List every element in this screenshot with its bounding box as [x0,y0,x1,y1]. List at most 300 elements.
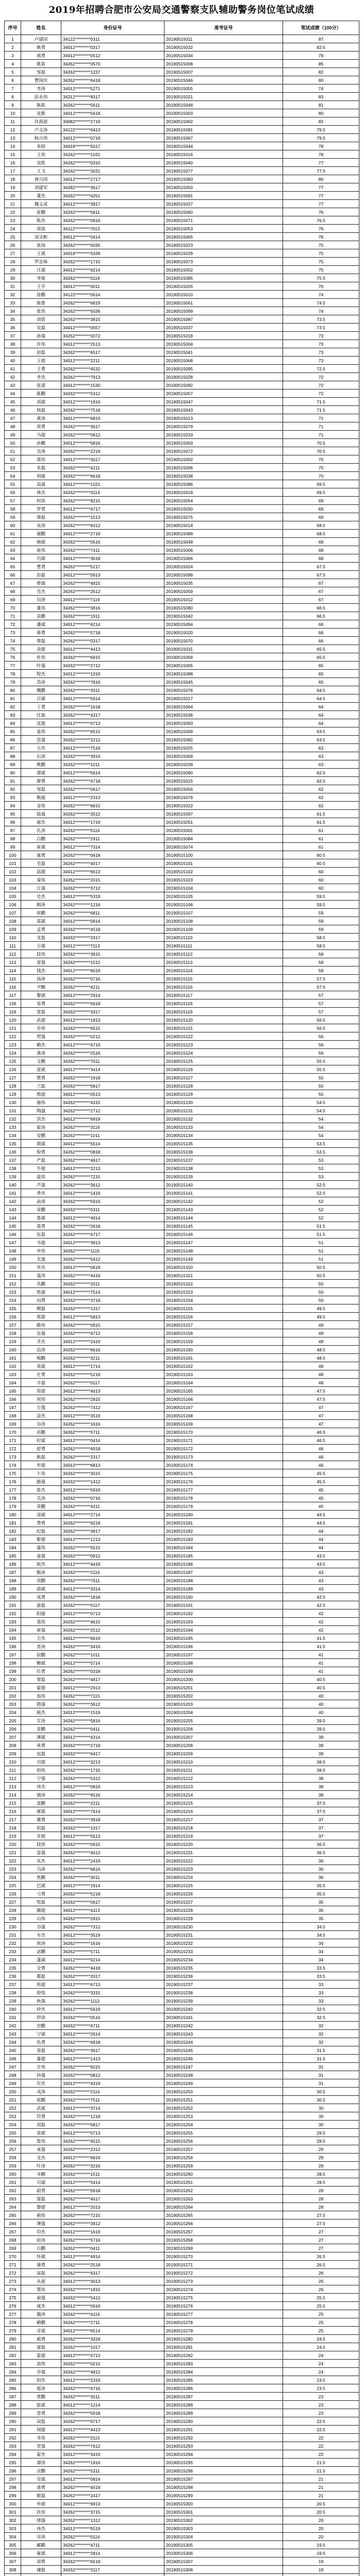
cell-id: 34262*********6618 [61,472,164,480]
table-row [5,818,359,826]
cell-id: 34262*********2815 [61,1914,164,1923]
cell-name: 关涛 [21,1494,61,1502]
table-row [5,2566,359,2574]
cell-id: 34262*********1412 [61,1478,164,1486]
cell-id: 34262*********3015 [61,1469,164,1478]
cell-ticket: 20190515058 [164,653,283,662]
cell-name: 申超 [21,2500,61,2508]
cell-name: 龙杰 [21,2154,61,2162]
table-row [5,2261,359,2269]
cell-no: 222 [5,1857,21,1865]
cell-score: 22 [283,2434,359,2442]
cell-no: 51 [5,447,21,455]
cell-score: 70 [283,464,359,472]
table-row [5,876,359,884]
cell-no: 254 [5,2121,21,2129]
cell-id: 34012*********0718 [61,134,164,142]
cell-id: 34012*********4914 [61,2252,164,2261]
cell-name: 祁鹏 [21,1428,61,1436]
table-row [5,2129,359,2137]
table-row [5,2104,359,2112]
cell-id: 34262*********4211 [61,983,164,991]
cell-score: 46 [283,1453,359,1461]
table-row [5,678,359,686]
cell-name: 黄涛 [21,414,61,422]
cell-id: 34262*********0812 [61,2071,164,2079]
cell-name: 卓斌 [21,2327,61,2335]
cell-ticket: 20190515225 [164,1882,283,1890]
cell-no: 78 [5,670,21,678]
cell-id: 34012*********0414 [61,233,164,241]
cell-name: 甘伟 [21,2063,61,2071]
cell-no: 159 [5,1337,21,1346]
cell-no: 162 [5,1362,21,1370]
table-row [5,167,359,175]
cell-id: 34012*********3017 [61,455,164,464]
cell-name: 姚鹏 [21,760,61,769]
cell-ticket: 20190515152 [164,1280,283,1288]
cell-name: 卢文涛 [21,126,61,134]
table-row [5,711,359,719]
cell-name: 怀斌 [21,2252,61,2261]
cell-name: 童强 [21,1552,61,1560]
cell-no: 69 [5,596,21,604]
cell-name: 山伟 [21,1914,61,1923]
table-row [5,2351,359,2360]
cell-no: 192 [5,1609,21,1618]
cell-no: 280 [5,2335,21,2343]
cell-id: 34122*********0614 [61,291,164,299]
table-row [5,769,359,777]
cell-ticket: 20190515286 [164,2384,283,2393]
table-row [5,851,359,859]
table-row [5,2417,359,2426]
cell-id: 34262*********1011 [61,760,164,769]
cell-name: 俞涛 [21,1197,61,1206]
cell-id: 34262*********3712 [61,884,164,892]
cell-name: 景鹏 [21,1725,61,1733]
cell-no: 72 [5,620,21,629]
table-row [5,1041,359,1049]
cell-ticket: 20190515015 [164,777,283,785]
cell-no: 124 [5,1049,21,1057]
cell-no: 305 [5,2541,21,2549]
cell-ticket: 20190515210 [164,1758,283,1766]
table-row [5,1074,359,1082]
cell-name: 周波 [21,225,61,233]
table-row [5,422,359,431]
cell-score: 58 [283,967,359,975]
cell-name: 董杰 [21,192,61,200]
table-row [5,1057,359,1065]
table-row [5,1807,359,1816]
cell-score: 32.5 [283,2013,359,2022]
cell-score: 61 [283,826,359,835]
cell-ticket: 20190515251 [164,2096,283,2104]
cell-id: 34262*********4311 [61,1502,164,1511]
cell-ticket: 20190515226 [164,1890,283,1898]
table-row [5,2055,359,2063]
cell-name: 吴磊 [21,324,61,332]
cell-score: 78 [283,142,359,150]
cell-name: 咸杰 [21,2302,61,2310]
cell-name: 从超 [21,2277,61,2285]
cell-ticket: 20190515134 [164,1131,283,1140]
table-row [5,282,359,291]
cell-no: 25 [5,233,21,241]
cell-ticket: 20190515137 [164,1156,283,1164]
cell-score: 32.5 [283,2005,359,2013]
cell-ticket: 20190515042 [164,612,283,620]
cell-ticket: 20190515132 [164,1115,283,1123]
scores-table [4,21,359,2576]
table-row [5,2154,359,2162]
cell-name: 任磊 [21,711,61,719]
cell-name: 贡鹏 [21,2467,61,2475]
cell-name: 包磊 [21,1750,61,1758]
cell-no: 137 [5,1156,21,1164]
table-row [5,241,359,249]
cell-ticket: 20190515108 [164,917,283,925]
table-row [5,332,359,340]
cell-name: 查涛 [21,1642,61,1651]
cell-no: 77 [5,662,21,670]
cell-id: 34262*********7816 [61,678,164,686]
table-row [5,1560,359,1568]
table-row [5,414,359,422]
cell-name: 赵磊 [21,348,61,357]
cell-name: 颜斌 [21,1140,61,1148]
cell-no: 20 [5,192,21,200]
cell-name: 牛超 [21,1164,61,1173]
cell-ticket: 20190515001 [164,826,283,835]
cell-name: 汪斌 [21,266,61,274]
cell-no: 104 [5,884,21,892]
cell-score: 73.5 [283,315,359,324]
cell-no: 153 [5,1288,21,1296]
table-row [5,1783,359,1791]
cell-no: 73 [5,629,21,637]
cell-ticket: 20190515055 [164,84,283,93]
cell-name: 聂涛 [21,1272,61,1280]
table-row [5,999,359,1008]
cell-ticket: 20190515022 [164,802,283,810]
cell-id: 34262*********7612 [61,2442,164,2450]
cell-id: 34012*********4613 [61,1387,164,1395]
cell-ticket: 20190515143 [164,1206,283,1214]
cell-id: 34262*********1513 [61,513,164,521]
cell-id: 34012*********1419 [61,1189,164,1197]
cell-no: 174 [5,1461,21,1469]
cell-ticket: 20190515292 [164,2434,283,2442]
cell-no: 105 [5,892,21,901]
cell-ticket: 20190515101 [164,859,283,868]
cell-id: 34262*********1112 [61,1997,164,2005]
table-row [5,1321,359,1329]
cell-no: 128 [5,1082,21,1090]
cell-no: 8 [5,93,21,101]
cell-no: 185 [5,1552,21,1560]
cell-ticket: 20190515296 [164,2467,283,2475]
table-row [5,2121,359,2129]
table-row [5,1642,359,1651]
cell-score: 37.5 [283,1799,359,1807]
cell-name: 姜伟 [21,727,61,736]
cell-no: 2 [5,43,21,52]
cell-name: 邴斌 [21,1807,61,1816]
cell-id: 34012*********6019 [61,967,164,975]
cell-id: 34262*********8215 [61,497,164,505]
cell-name: 刘斌 [21,398,61,406]
cell-no: 236 [5,1972,21,1980]
cell-score: 31 [283,2063,359,2071]
cell-name: 秦伟 [21,876,61,884]
cell-name: 丛鹏 [21,1280,61,1288]
cell-id: 34012*********1413 [61,2055,164,2063]
cell-no: 276 [5,2302,21,2310]
cell-score: 40.5 [283,1675,359,1684]
cell-name: 廖勇 [21,777,61,785]
cell-name: 季杰 [21,1189,61,1197]
cell-name: 梁磊 [21,513,61,521]
cell-id: 34012*********3519 [61,1931,164,1939]
cell-name: 卜伟 [21,1469,61,1478]
cell-ticket: 20190515190 [164,1593,283,1601]
cell-id: 34262*********5716 [61,2236,164,2244]
table-row [5,2360,359,2368]
table-row [5,1395,359,1403]
cell-score: 76 [283,208,359,216]
cell-no: 238 [5,1989,21,1997]
table-row [5,2079,359,2088]
cell-id: 34262*********4711 [61,2541,164,2549]
cell-ticket: 20190515056 [164,785,283,793]
cell-id: 34262*********3612 [61,1700,164,1708]
cell-no: 190 [5,1593,21,1601]
cell-ticket: 20190515161 [164,1354,283,1362]
cell-no: 230 [5,1923,21,1931]
cell-id: 34262*********5015 [61,2063,164,2071]
table-row [5,975,359,983]
cell-id: 34012*********3714 [61,2104,164,2112]
cell-ticket: 20190515262 [164,2187,283,2195]
cell-name: 魏义成 [21,200,61,208]
cell-score: 48.5 [283,1354,359,1362]
cell-name: 宿涛 [21,2236,61,2244]
cell-score: 49.5 [283,1313,359,1321]
cell-no: 193 [5,1618,21,1626]
cell-ticket: 20190515279 [164,2327,283,2335]
table-row [5,1535,359,1544]
cell-no: 121 [5,1024,21,1032]
cell-ticket: 20190515157 [164,1321,283,1329]
cell-ticket: 20190515090 [164,769,283,777]
cell-no: 38 [5,340,21,348]
cell-no: 130 [5,1098,21,1107]
cell-no: 112 [5,950,21,958]
cell-id: 34012*********2814 [61,2549,164,2557]
table-row [5,785,359,793]
cell-no: 186 [5,1560,21,1568]
cell-id: 34012*********5614 [61,769,164,777]
table-row [5,1527,359,1535]
cell-name: 郝杰 [21,818,61,826]
cell-name: 霍超 [21,1684,61,1692]
cell-name: 伍磊 [21,1230,61,1239]
cell-no: 83 [5,711,21,719]
table-row [5,2343,359,2351]
cell-ticket: 20190515009 [164,727,283,736]
cell-ticket: 20190515169 [164,1420,283,1428]
cell-score: 56 [283,1041,359,1049]
cell-no: 86 [5,736,21,744]
table-row [5,2252,359,2261]
cell-no: 97 [5,826,21,835]
cell-score: 51.5 [283,1222,359,1230]
cell-name: 覃磊 [21,1675,61,1684]
cell-no: 204 [5,1708,21,1717]
cell-ticket: 20190515192 [164,1609,283,1618]
cell-score: 68.5 [283,530,359,538]
cell-no: 141 [5,1189,21,1197]
table-row [5,942,359,950]
cell-no: 135 [5,1140,21,1148]
cell-ticket: 20190515187 [164,1568,283,1577]
table-row [5,513,359,521]
cell-name: 顾涛 [21,901,61,909]
cell-ticket: 20190515125 [164,1057,283,1065]
table-row [5,1980,359,1989]
cell-id: 34262*********2711 [61,2318,164,2327]
table-header [5,21,359,35]
cell-ticket: 20190515284 [164,2368,283,2376]
cell-id: 34262*********5811 [61,208,164,216]
cell-score: 77 [283,192,359,200]
table-row [5,958,359,967]
cell-ticket: 20190515014 [164,521,283,530]
cell-ticket: 20190515104 [164,884,283,892]
cell-id: 34262*********6218 [61,1519,164,1527]
cell-id: 34012*********0619 [61,1263,164,1272]
cell-score: 67.5 [283,563,359,571]
cell-no: 68 [5,587,21,596]
cell-ticket: 20190515199 [164,1667,283,1675]
cell-id: 34012*********4419 [61,1560,164,1568]
cell-name: 费勇 [21,1519,61,1527]
table-row [5,2401,359,2409]
cell-score: 76 [283,233,359,241]
cell-score: 35 [283,1898,359,1906]
cell-name: 路伟 [21,1321,61,1329]
cell-no: 93 [5,793,21,802]
cell-no: 132 [5,1115,21,1123]
cell-name: 石涛 [21,752,61,760]
cell-ticket: 20190515183 [164,1535,283,1544]
cell-ticket: 20190515005 [164,662,283,670]
cell-id: 34012*********2419 [61,1337,164,1346]
cell-name: 温伟 [21,1173,61,1181]
cell-no: 212 [5,1774,21,1783]
cell-ticket: 20190515230 [164,1923,283,1931]
cell-no: 39 [5,348,21,357]
cell-ticket: 20190515174 [164,1461,283,1469]
cell-name: 倪勇 [21,1148,61,1156]
table-row [5,2071,359,2079]
cell-id: 34262*********2815 [61,1395,164,1403]
cell-no: 11 [5,117,21,126]
cell-name: 许海波 [21,117,61,126]
cell-no: 91 [5,777,21,785]
cell-no: 6 [5,76,21,84]
cell-ticket: 20190515294 [164,2450,283,2459]
cell-score: 70.5 [283,439,359,447]
cell-score: 53.5 [283,1148,359,1156]
cell-name: 贺强 [21,1032,61,1041]
cell-name: 叶强 [21,662,61,670]
cell-ticket: 20190515229 [164,1914,283,1923]
table-row [5,2467,359,2475]
cell-name: 郁涛 [21,2384,61,2393]
cell-name: 蒲勇 [21,2261,61,2269]
cell-score: 83 [283,93,359,101]
cell-ticket: 20190515304 [164,2533,283,2541]
cell-name: 赖杰 [21,1041,61,1049]
cell-name: 邢超 [21,1313,61,1321]
cell-name: 蔺勇 [21,2335,61,2343]
cell-id: 34262*********3812 [61,2219,164,2228]
cell-name: 孙强 [21,332,61,340]
cell-id: 34262*********2211 [61,1799,164,1807]
cell-id: 34262*********0310 [61,159,164,167]
cell-ticket: 20190515045 [164,678,283,686]
cell-no: 243 [5,2030,21,2038]
cell-id: 34262*********2015 [61,876,164,884]
cell-no: 271 [5,2261,21,2269]
cell-score: 66.5 [283,604,359,612]
cell-score: 19 [283,2566,359,2574]
cell-ticket: 20190515198 [164,1659,283,1667]
cell-id: 34262*********4532 [61,365,164,373]
cell-no: 5 [5,68,21,76]
table-row [5,2096,359,2104]
cell-id: 34012*********4413 [61,2426,164,2434]
cell-name: 董伟 [21,604,61,612]
cell-ticket: 20190515277 [164,2310,283,2318]
cell-ticket: 20190515032 [164,43,283,52]
cell-id: 34262*********3918 [61,1816,164,1824]
table-row [5,291,359,299]
cell-no: 235 [5,1964,21,1972]
cell-name: 兰磊 [21,1082,61,1090]
cell-score: 66 [283,637,359,645]
table-row [5,1337,359,1346]
table-row [5,1577,359,1585]
table-row [5,1758,359,1766]
cell-score: 56 [283,1049,359,1057]
cell-name: 裴伟 [21,1618,61,1626]
table-row [5,1923,359,1931]
table-row [5,2327,359,2335]
cell-ticket: 20190515103 [164,876,283,884]
cell-score: 50.5 [283,1272,359,1280]
cell-id: 34012*********0814 [61,2475,164,2483]
cell-id: 34012*********4413 [61,645,164,653]
cell-id: 34012*********2313 [61,793,164,802]
cell-score: 60.5 [283,859,359,868]
cell-name: 肖杰 [21,587,61,596]
cell-no: 201 [5,1684,21,1692]
cell-id: 34012*********2614 [61,2030,164,2038]
